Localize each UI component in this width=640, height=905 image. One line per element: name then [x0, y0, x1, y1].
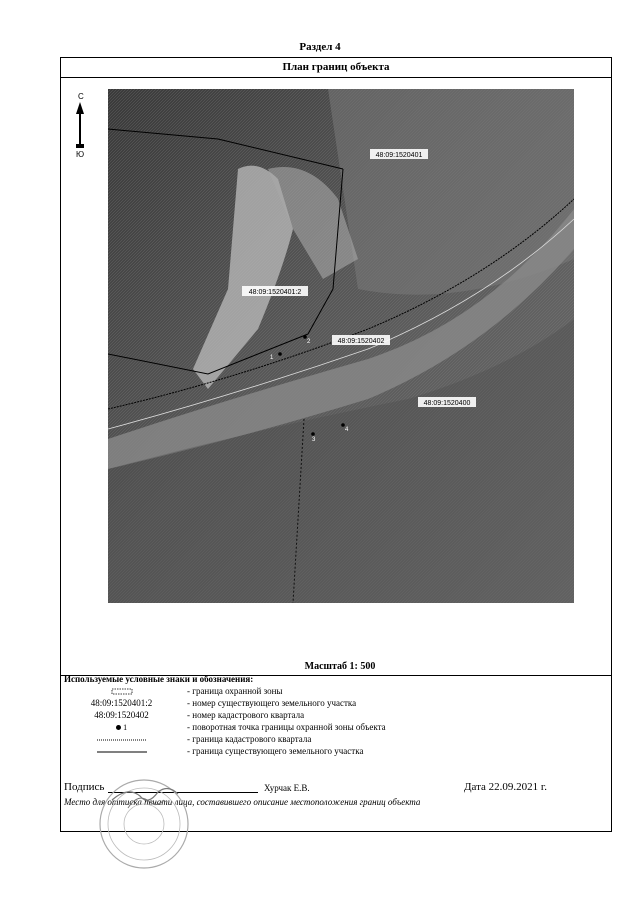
map-scale: Масштаб 1: 500	[304, 661, 376, 672]
svg-text:48:09:1520401:2: 48:09:1520401:2	[248, 289, 302, 296]
compass-south-label: Ю	[76, 150, 85, 159]
svg-text:48:09:1520401: 48:09:1520401	[375, 152, 423, 159]
legend-title: Используемые условные знаки и обозначения:	[64, 674, 254, 684]
svg-text:48:09:1520400: 48:09:1520400	[423, 400, 471, 407]
quarter-boundary-line-icon	[97, 737, 147, 743]
section-title: Раздел 4	[299, 41, 341, 53]
svg-text:3: 3	[312, 437, 316, 443]
legend-symbol: 1	[123, 723, 128, 732]
svg-text:2: 2	[307, 339, 311, 345]
legend-text: - граница существующего земельного участка	[187, 746, 364, 756]
turning-point-icon	[116, 725, 121, 730]
svg-text:4: 4	[345, 427, 349, 433]
legend-symbol: 48:09:1520402	[94, 710, 149, 720]
legend-item-turning-point	[64, 722, 604, 734]
svg-text:1: 1	[270, 355, 274, 361]
map-label-1520402	[332, 335, 390, 345]
legend-item-protection-zone	[64, 686, 604, 698]
legend-text: - номер существующего земельного участка	[187, 698, 357, 708]
compass	[70, 92, 90, 172]
protection-zone-boundary-icon	[111, 688, 133, 695]
map-label-1520401	[370, 149, 428, 159]
signatory-name: Хурчак Е.В.	[264, 783, 310, 793]
parcel-boundary-line-icon	[97, 749, 147, 755]
signature-date: Дата 22.09.2021 г.	[464, 781, 547, 793]
signature-label: Подпись	[64, 781, 105, 793]
stamp-place-note: Место для оттиска печати лица, составившего описание местоположения границ объекта	[64, 797, 421, 807]
legend-text: - граница кадастрового квартала	[187, 734, 312, 744]
legend-item-parcel-boundary	[64, 746, 604, 758]
svg-text:48:09:1520402: 48:09:1520402	[337, 338, 385, 345]
legend-item-quarter-number	[64, 710, 604, 722]
legend-symbol: 48:09:1520401:2	[90, 698, 153, 708]
legend-text: - номер кадастрового квартала	[187, 710, 305, 720]
legend-text: - граница охранной зоны	[187, 686, 283, 696]
legend-item-quarter-boundary	[64, 734, 604, 746]
legend-item-parcel-number	[64, 698, 604, 710]
seal-stamp-image	[98, 778, 190, 870]
legend-text: - поворотная точка границы охранной зоны объекта	[187, 722, 386, 732]
compass-north-label: С	[78, 92, 84, 101]
plan-title: План границ объекта	[61, 58, 611, 78]
map-label-1520401-2	[242, 286, 308, 296]
map-label-1520400	[418, 397, 476, 407]
aerial-map	[108, 89, 574, 603]
